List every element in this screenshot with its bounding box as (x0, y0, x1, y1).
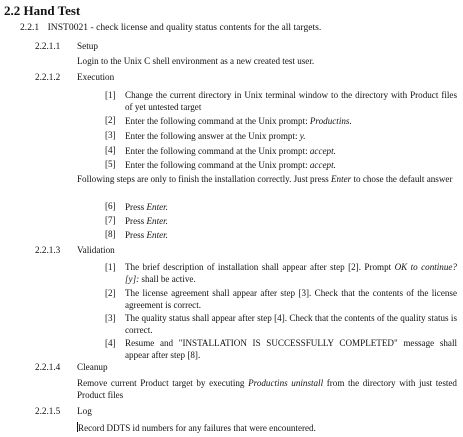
valid-step-2-text: The license agreement shall appear after step [3]. Check that the contents of the license agreement is correct. (125, 288, 457, 310)
exec-step-6-number: [6] (105, 201, 116, 211)
command-uninstall: Productins uninstall (248, 378, 324, 388)
execution-title: Execution (77, 72, 115, 82)
exec-step-3-text: Enter the following answer at the Unix prompt: y. (125, 131, 306, 141)
log-title: Log (77, 406, 92, 416)
cleanup-text: Remove current Product target by executing Productins uninstall from the directory with just tested Product files (77, 378, 457, 400)
exec-step-8-number: [8] (105, 229, 116, 239)
exec-step-8-text: Press Enter. (125, 230, 168, 240)
command-accept: accept. (309, 146, 336, 156)
cleanup-title: Cleanup (77, 362, 108, 372)
exec-step-7-text: Press Enter. (125, 216, 168, 226)
exec-step-2-text: Enter the following command at the Unix prompt: Productins. (125, 116, 352, 126)
valid-step-4-number: [4] (105, 338, 116, 348)
exec-step-7-number: [7] (105, 215, 116, 225)
subsection-title: INST0021 - check license and quality status contents for the all targets. (47, 22, 322, 33)
prompt-ok-to-continue: OK to continue? [y]: (125, 262, 457, 284)
command-accept-2: accept. (309, 160, 336, 170)
subsection-heading (20, 22, 321, 33)
section-heading (4, 3, 80, 19)
exec-step-1-number: [1] (105, 90, 116, 100)
setup-text: Login to the Unix C shell environment as a new created test user. (77, 56, 315, 66)
exec-step-5-text: Enter the following command at the Unix prompt: accept. (125, 160, 336, 170)
validation-number: 2.2.1.3 (35, 245, 61, 255)
valid-step-3-number: [3] (105, 313, 116, 323)
valid-step-2-number: [2] (105, 288, 116, 298)
exec-step-6-text: Press Enter. (125, 202, 168, 212)
subsection-number: 2.2.1 (20, 22, 40, 33)
validation-title: Validation (77, 245, 115, 255)
setup-number: 2.2.1.1 (35, 41, 61, 51)
exec-step-3-number: [3] (105, 130, 116, 140)
exec-step-1-text: Change the current directory in Unix terminal window to the directory with Product files of yet untested target (125, 90, 457, 112)
setup-title: Setup (77, 41, 98, 51)
valid-step-4-text: Resume and "INSTALLATION IS SUCCESSFULLY COMPLETED" message shall appear after step [8]. (125, 338, 457, 360)
valid-step-1-number: [1] (105, 262, 116, 272)
section-number: 2.2 (4, 3, 21, 18)
exec-step-2-number: [2] (105, 115, 116, 125)
valid-step-3-text: The quality status shall appear after step [4]. Check that the contents of the quality status is correct. (125, 313, 457, 335)
answer-y: y. (299, 131, 306, 141)
valid-step-1-text: The brief description of installation shall appear after step [2]. Prompt OK to continue? [y]: shall be active. (125, 262, 457, 284)
exec-step-4-text: Enter the following command at the Unix prompt: accept. (125, 146, 336, 156)
log-number: 2.2.1.5 (35, 406, 61, 416)
following-note: Following steps are only to finish the installation correctly. Just press Enter to chose the default answer (77, 174, 453, 184)
log-text: Record DDTS id numbers for any failures that were encountered. (78, 423, 316, 433)
cleanup-number: 2.2.1.4 (35, 362, 61, 372)
section-title: Hand Test (23, 3, 81, 18)
execution-number: 2.2.1.2 (35, 72, 61, 82)
exec-step-5-number: [5] (105, 159, 116, 169)
exec-step-4-number: [4] (105, 145, 116, 155)
command-productins: Productins. (309, 116, 352, 126)
